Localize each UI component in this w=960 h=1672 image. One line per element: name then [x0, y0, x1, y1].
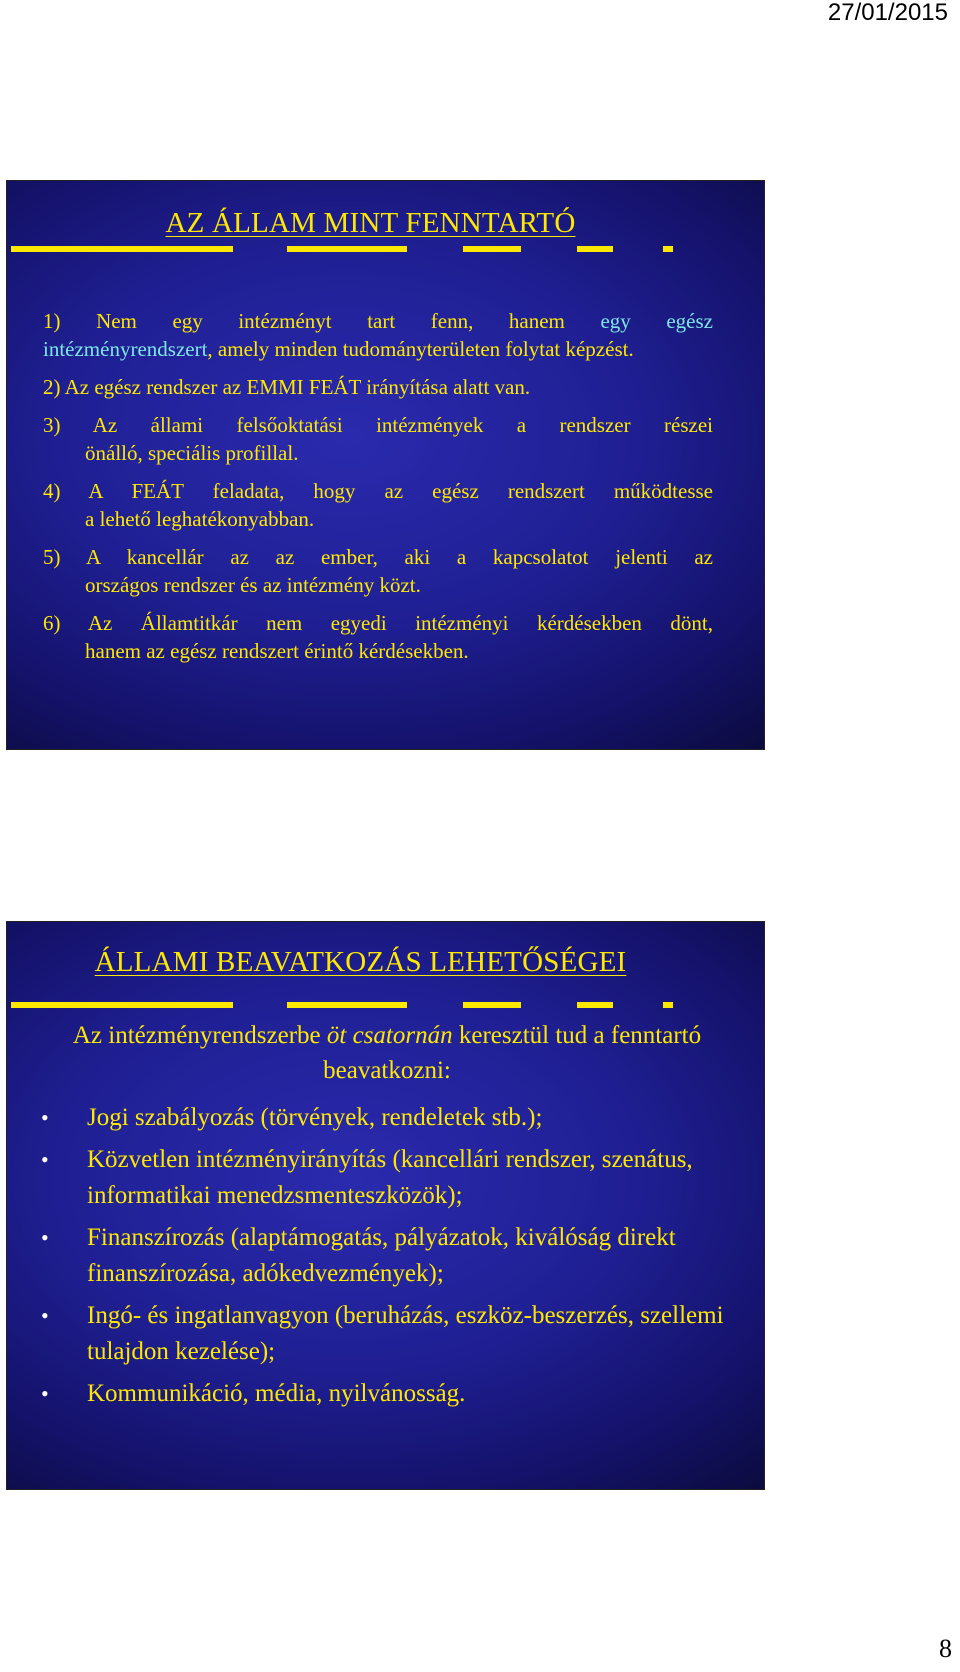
bullet-item: • Finanszírozás (alaptámogatás, pályázatok, kiválóság direkt finanszírozása, adókedvezmények); [37, 1220, 757, 1292]
slide-1-title: AZ ÁLLAM MINT FENNTARTÓ [165, 207, 576, 239]
bullet-icon: • [41, 1303, 49, 1328]
bullet-icon: • [41, 1147, 49, 1172]
bullet-item: • Közvetlen intézményirányítás (kancellári rendszer, szenátus, informatikai menedzsmenteszközök); [37, 1142, 757, 1214]
list-item-6: 6) Az Államtitkár nem egyedi intézményi kérdésekben dönt, hanem az egész rendszert érintő kérdésekben. [43, 611, 713, 663]
slide-2-title: ÁLLAMI BEAVATKOZÁS LEHETŐSÉGEI [94, 946, 627, 978]
slide-2-bullets [37, 1100, 757, 1412]
page-number: 8 [939, 1634, 952, 1663]
bullet-item: • Kommunikáció, média, nyilvánosság. [37, 1376, 757, 1412]
bullet-icon: • [41, 1381, 49, 1406]
list-item-4: 4) A FEÁT feladata, hogy az egész rendszert működtesse a lehető leghatékonyabban. [43, 479, 713, 531]
slide-1-list [43, 307, 713, 675]
slide-2-intro: Az intézményrendszerbe öt csatornán keresztül tud a fenntartó beavatkozni: [72, 1022, 702, 1084]
list-item-2: 2) Az egész rendszer az EMMI FEÁT irányítása alatt van. [43, 375, 531, 399]
list-item-1: 1) Nem egy intézményt tart fenn, hanem egy egész intézményrendszert, amely minden tudományterületen folytat képzést. [43, 309, 713, 361]
bullet-item: • Jogi szabályozás (törvények, rendeletek stb.); [37, 1100, 757, 1136]
list-item-3: 3) Az állami felsőoktatási intézmények a rendszer részei önálló, speciális profillal. [43, 413, 713, 465]
bullet-item: • Ingó- és ingatlanvagyon (beruházás, eszköz-beszerzés, szellemi tulajdon kezelése); [37, 1298, 757, 1370]
bullet-icon: • [41, 1105, 49, 1130]
slide-1 [6, 180, 765, 750]
list-item-5: 5) A kancellár az az ember, aki a kapcsolatot jelenti az országos rendszer és az intézmény közt. [43, 545, 713, 597]
page-date: 27/01/2015 [827, 0, 948, 26]
slide-2 [6, 921, 765, 1490]
bullet-icon: • [41, 1225, 49, 1250]
